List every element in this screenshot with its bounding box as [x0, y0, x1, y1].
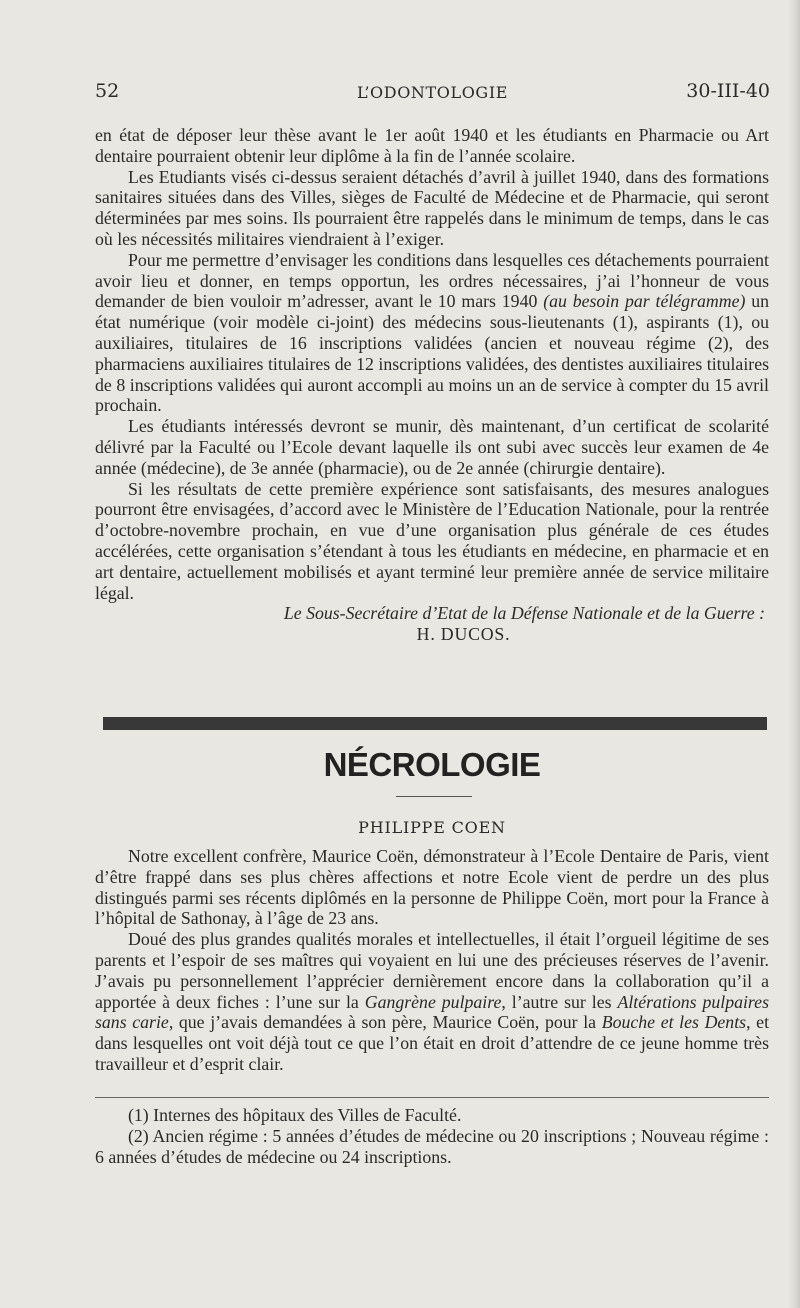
text-run: , que j’avais demandées à son père, Maurice Coën, pour la [168, 1012, 602, 1033]
letter-paragraph: Les Etudiants visés ci-dessus seraient détachés d’avril à juillet 1940, dans des formations sanitaires situées dans des Villes, sièges de Faculté de Médecine et de Pharmacie, qui seront déterminées par mes soins. Ils pourraient être rappelés dans le minimum de temps, dans le cas où les nécessités militaires viendraient à l’exiger. [95, 166, 769, 249]
text-run: , et dans lesquelles ont voit déjà tout ce que l’on était en droit d’attendre de ce jeune homme très travailleur et d’esprit clair. [95, 1012, 770, 1074]
obituary-body [95, 846, 769, 1075]
page-number: 52 [95, 80, 120, 102]
footnote-1: (1) Internes des hôpitaux des Villes de Faculté. [128, 1105, 462, 1125]
running-header [95, 80, 770, 108]
letter-body [95, 125, 769, 645]
signature-title: Le Sous-Secrétaire d’Etat de la Défense Nationale et de la Guerre : [283, 603, 765, 624]
italic-text-run: Bouche et les Dents [601, 1012, 747, 1033]
footnote-rule [95, 1097, 769, 1098]
italic-text-run: Gangrène pulpaire [364, 991, 502, 1012]
heading-underline [396, 796, 472, 797]
text-run: Doué des plus grandes qualités morales et intellectuelles, il était l’orgueil légitime de ses parents et l’espoir de ses maîtres qui voyaient en lui une des précieuses réserves de l’avenir. J’avais pu personnellement l’apprécier dernièrement encore dans la collaboration qu’il a apportée à deux fiches : l’une sur la [95, 929, 769, 1012]
signature-name: H. DUCOS. [416, 624, 511, 645]
text-run: Pour me permettre d’envisager les conditions dans lesquelles ces détachements pourraient avoir lieu et donner, en temps opportun, les ordres nécessaires, j’ai l’honneur de vous demander de bien vouloir m’adresser, avant le 10 mars 1940 [95, 249, 769, 312]
journal-title: L’ODONTOLOGIE [356, 83, 509, 102]
letter-paragraph: Les étudiants intéressés devront se munir, dès maintenant, d’un certificat de scolarité délivré par la Faculté ou l’Ecole devant laquelle ils ont subi avec succès leur examen de 4e année (médecine), de 3e année (pharmacie), ou de 2e année (chirurgie dentaire). [95, 416, 769, 478]
issue-date: 30-III-40 [686, 80, 770, 102]
letter-paragraph: Si les résultats de cette première expérience sont satisfaisants, des mesures analogues pourront être envisagées, d’accord avec le Ministère de l’Education Nationale, pour la rentrée d’octobre-novembre prochain, en vue d’une organisation plus générale de ces études accélérées, cette organisation s’étendant à tous les étudiants en médecine, en pharmacie et en art dentaire, actuellement mobilisés et ayant terminé leur première année de service militaire légal. [95, 478, 769, 603]
section-divider-band [103, 717, 767, 730]
italic-text-run: Altérations pulpaires sans carie [95, 991, 769, 1033]
section-heading: NÉCROLOGIE [323, 746, 541, 783]
page-edge-shadow [788, 0, 800, 1308]
text-run: un état numérique (voir modèle ci-joint) des médecins sous-lieutenants (1), aspirants (1), ou auxiliaires, titulaires de 16 inscriptions validées (ancien et nouveau régime (2), des pharmaciens auxiliaires titulaires de 12 inscriptions validées, des dentistes auxiliaires titulaires de 8 inscriptions validées qui auront accompli au moins un an de service à compter du 15 avril prochain. [95, 291, 770, 416]
obituary-subtitle: PHILIPPE COEN [358, 818, 506, 837]
footnotes [95, 1105, 769, 1168]
letter-paragraph: en état de déposer leur thèse avant le 1er août 1940 et les étudiants en Pharmacie ou Art dentaire pourraient obtenir leur diplôme à la fin de l’année scolaire. [95, 125, 769, 166]
letter-paragraph [95, 250, 769, 416]
italic-text-run: (au besoin par télégramme) [543, 291, 746, 312]
footnote-2: (2) Ancien régime : 5 années d’études de médecine ou 20 inscriptions ; Nouveau régime : 6 années d’études de médecine ou 24 inscriptions. [95, 1126, 769, 1167]
text-run: , l’autre sur les [501, 991, 618, 1012]
obituary-paragraph [95, 929, 769, 1075]
obituary-paragraph: Notre excellent confrère, Maurice Coën, démonstrateur à l’Ecole Dentaire de Paris, vient d’être frappé dans ses plus chères affections et notre Ecole vient de perdre un des plus distingués parmi ses récents diplômés en la personne de Philippe Coën, mort pour la France à l’hôpital de Sathonay, à l’âge de 23 ans. [95, 846, 769, 929]
